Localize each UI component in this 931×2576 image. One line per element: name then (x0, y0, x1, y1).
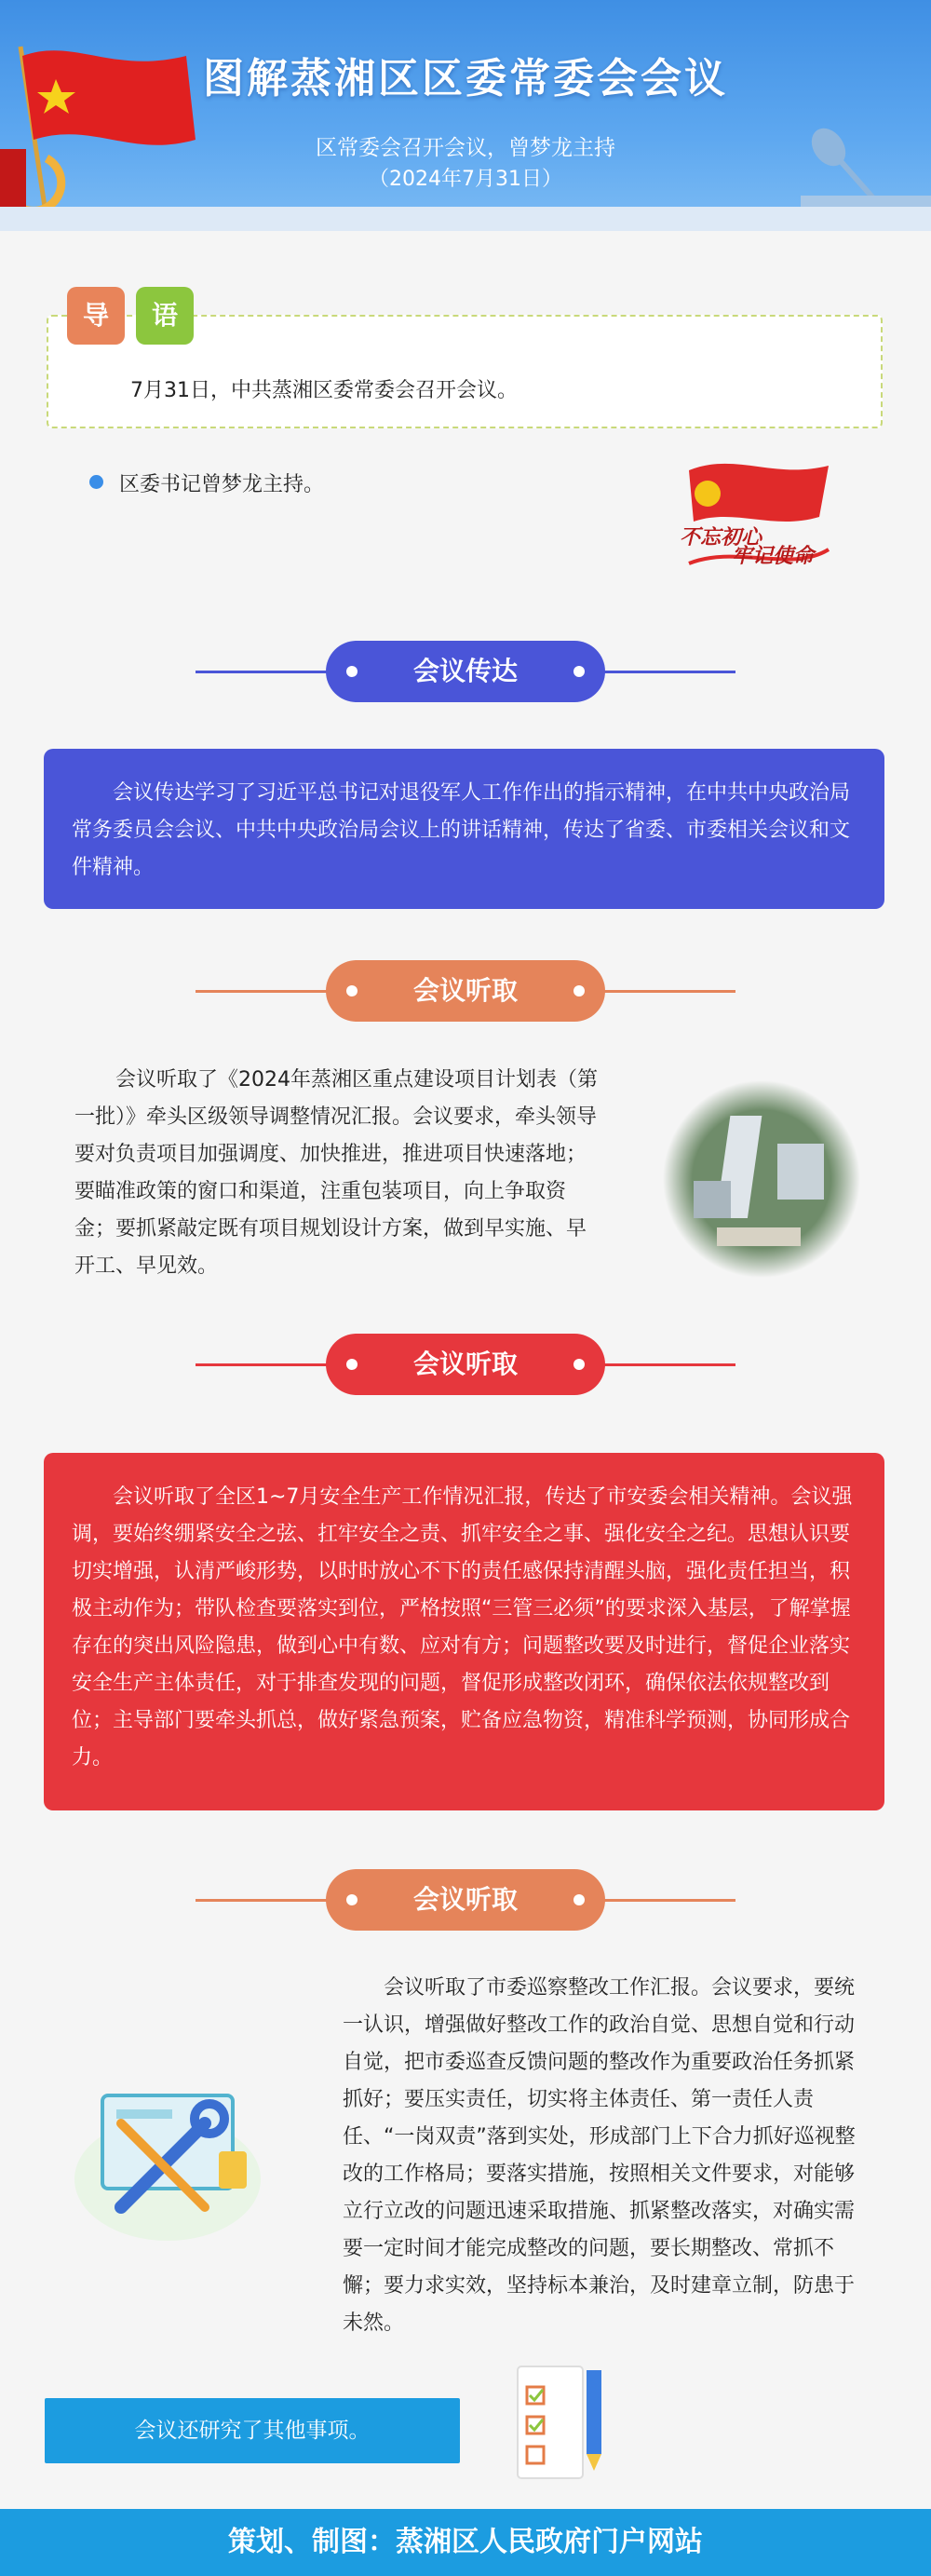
building-aerial-photo (661, 1078, 862, 1280)
page-title: 图解蒸湘区区委常委会会议 (203, 55, 728, 102)
pill-dot-icon (346, 1359, 358, 1370)
other-items-label: 会议还研究了其他事项。 (45, 2398, 460, 2463)
pill-dot-icon (346, 666, 358, 677)
header-divider (0, 207, 931, 231)
intro-text: 7月31日，中共蒸湘区委常委会召开会议。 (130, 379, 518, 402)
checklist-icon (512, 2361, 624, 2487)
bullet-dot-icon (89, 475, 103, 489)
intro-bullet: 区委书记曾梦龙主持。 (119, 473, 325, 496)
section-3-title: 会议听取 (326, 1334, 605, 1395)
pill-dot-icon (573, 1894, 585, 1905)
header-banner (0, 0, 931, 231)
pill-dot-icon (346, 985, 358, 997)
intro-badge-words: 语 (136, 287, 194, 345)
slogan-text-1: 不忘初心 (680, 526, 762, 549)
page-subtitle: 区常委会召开会议，曾梦龙主持 (316, 136, 615, 160)
section-2-text: 会议听取了《2024年蒸湘区重点建设项目计划表（第一批）》牵头区级领导调整情况汇报。会议要求，牵头领导要对负责项目加强调度、加快推进，推进项目快速落地；要瞄准政策的窗口和渠道，注重包装项目，向上争取资金；要抓紧敲定既有项目规划设计方案，做到早实施、早开工、早见效。 (74, 1068, 598, 1278)
slogan-text-2: 牢记使命 (732, 545, 815, 568)
section-1-title: 会议传达 (326, 641, 605, 702)
footer-credit: 策划、制图：蒸湘区人民政府门户网站 (0, 2509, 931, 2576)
section-4-title: 会议听取 (326, 1869, 605, 1931)
pill-dot-icon (346, 1894, 358, 1905)
intro-badge-guide: 导 (67, 287, 125, 345)
section-1-box: 会议传达学习了习近平总书记对退役军人工作作出的指示精神，在中共中央政治局常务委员会会议、中共中央政治局会议上的讲话精神，传达了省委、市委相关会议和文件精神。 (44, 749, 884, 909)
section-4-text: 会议听取了市委巡察整改工作汇报。会议要求，要统一认识，增强做好整改工作的政治自觉、思想自觉和行动自觉，把市委巡查反馈问题的整改作为重要政治任务抓紧抓好；要压实责任，切实将主体责任、第一责任人责任、“一岗双责”落到实处，形成部门上下合力抓好巡视整改的工作格局；要落实措施，按照相关文件要求，对能够立行立改的问题迅速采取措施、抓紧整改落实，对确实需要一定时间才能完成整改的问题，要长期整改、常抓不懈；要力求实效，坚持标本兼治，及时建章立制，防患于未然。 (343, 1976, 856, 2335)
pill-dot-icon (573, 985, 585, 997)
tools-illustration-icon (65, 2068, 270, 2244)
page-date: （2024年7月31日） (369, 168, 562, 191)
pill-dot-icon (573, 1359, 585, 1370)
section-3-box: 会议听取了全区1~7月安全生产工作情况汇报，传达了市安委会相关精神。会议强调，要始终绷紧安全之弦、扛牢安全之责、抓牢安全之事、强化安全之纪。思想认识要切实增强，认清严峻形势，以时时放心不下的责任感保持清醒头脑，强化责任担当，积极主动作为；带队检查要落实到位，严格按照“三管三必须”的要求深入基层，了解掌握存在的突出风险隐患，做到心中有数、应对有方；问题整改要及时进行，督促企业落实安全生产主体责任，对于排查发现的问题，督促形成整改闭环，确保依法依规整改到位；主导部门要牵头抓总，做好紧急预案，贮备应急物资，精准科学预测，协同形成合力。 (44, 1453, 884, 1810)
section-2-title: 会议听取 (326, 960, 605, 1022)
pill-dot-icon (573, 666, 585, 677)
